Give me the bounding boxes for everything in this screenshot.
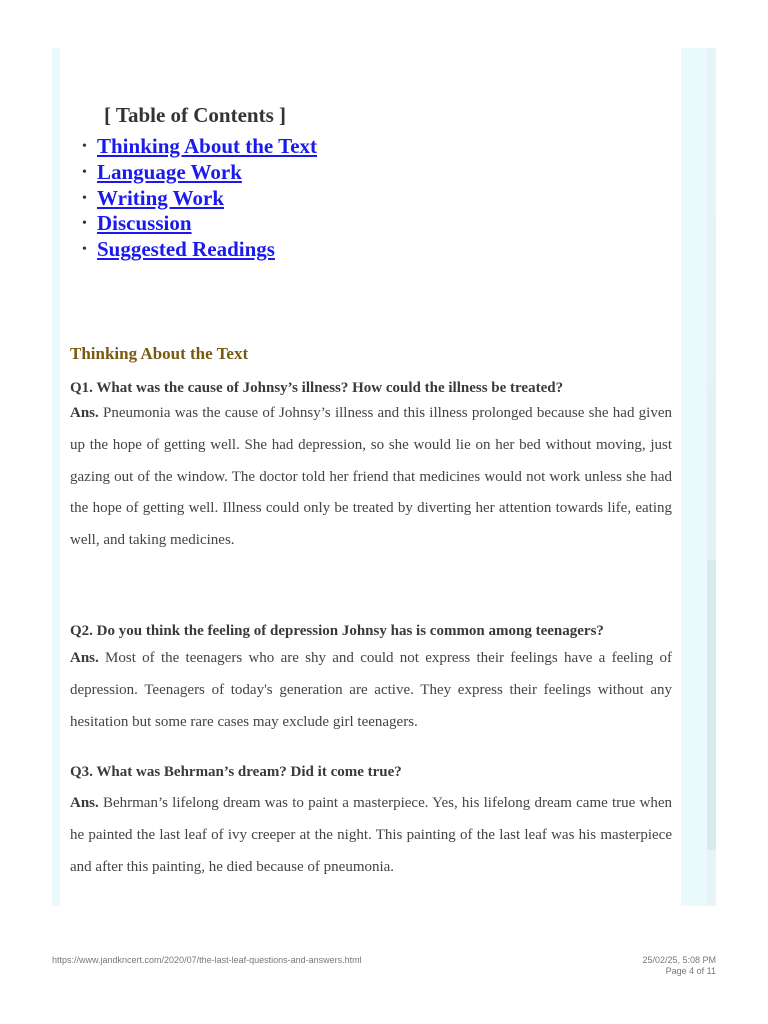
answer-2-text: Most of the teenagers who are shy and could not express their feelings have a feeling of depression. Teenagers of today's generation are active. They express their feelings without any hesitation but some rare cases may exclude girl teenagers. — [70, 650, 672, 730]
footer-datetime: 25/02/25, 5:08 PM — [642, 955, 716, 965]
toc-link-language-work[interactable]: Language Work — [97, 159, 242, 184]
toc-link-thinking-about-the-text[interactable]: Thinking About the Text — [97, 134, 318, 158]
footer-url: https://www.jandkncert.com/2020/07/the-last-leaf-questions-and-answers.html — [52, 955, 362, 965]
toc-list — [74, 134, 317, 263]
toc-item — [74, 237, 317, 263]
footer-page-number: Page 4 of 11 — [665, 966, 716, 976]
question-3: Q3. What was Behrman’s dream? Did it come true? — [70, 764, 402, 780]
qa-block-3 — [70, 763, 672, 883]
answer-1 — [70, 398, 672, 557]
bullet-icon: • — [82, 139, 87, 154]
section-heading: Thinking About the Text — [70, 344, 249, 363]
bullet-icon: • — [82, 242, 87, 258]
scrollbar-thumb[interactable] — [707, 560, 716, 850]
answer-3 — [70, 788, 672, 883]
footer-meta — [642, 955, 716, 977]
bullet-icon: • — [82, 190, 87, 206]
toc-item — [74, 160, 317, 186]
toc-item — [74, 134, 317, 160]
qa-block-1 — [70, 379, 672, 557]
toc-title: [ Table of Contents ] — [104, 103, 287, 127]
toc-link-writing-work[interactable]: Writing Work — [97, 185, 224, 210]
toc-item — [74, 186, 317, 212]
toc-item — [74, 211, 317, 237]
toc-link-discussion[interactable]: Discussion — [97, 211, 192, 236]
left-margin-panel — [52, 48, 60, 906]
answer-label: Ans. — [70, 650, 99, 666]
bullet-icon: • — [82, 216, 87, 232]
question-2: Q2. Do you think the feeling of depression Johnsy has is common among teenagers? — [70, 623, 604, 639]
toc-link-suggested-readings[interactable]: Suggested Readings — [97, 237, 275, 262]
question-1: Q1. What was the cause of Johnsy’s illness? How could the illness be treated? — [70, 380, 564, 396]
answer-label: Ans. — [70, 795, 99, 811]
answer-3-text: Behrman’s lifelong dream was to paint a masterpiece. Yes, his lifelong dream came true when he painted the last leaf of ivy creeper at the night. This painting of the last leaf was his masterpiece and after this painting, he died because of pneumonia. — [70, 795, 673, 875]
qa-block-2 — [70, 622, 672, 738]
answer-1-text: Pneumonia was the cause of Johnsy’s illness and this illness prolonged because she had given up the hope of getting well. She had depression, so she would lie on her bed without moving, just gazing out of the window. The doctor told her friend that medicines would not work unless she had the hope of getting well. Illness could only be treated by diverting her attention towards life, eating well, and taking medicines. — [70, 405, 673, 549]
article-content — [60, 48, 681, 906]
bullet-icon: • — [82, 164, 87, 180]
answer-label: Ans. — [70, 405, 99, 421]
answer-2 — [70, 643, 672, 738]
